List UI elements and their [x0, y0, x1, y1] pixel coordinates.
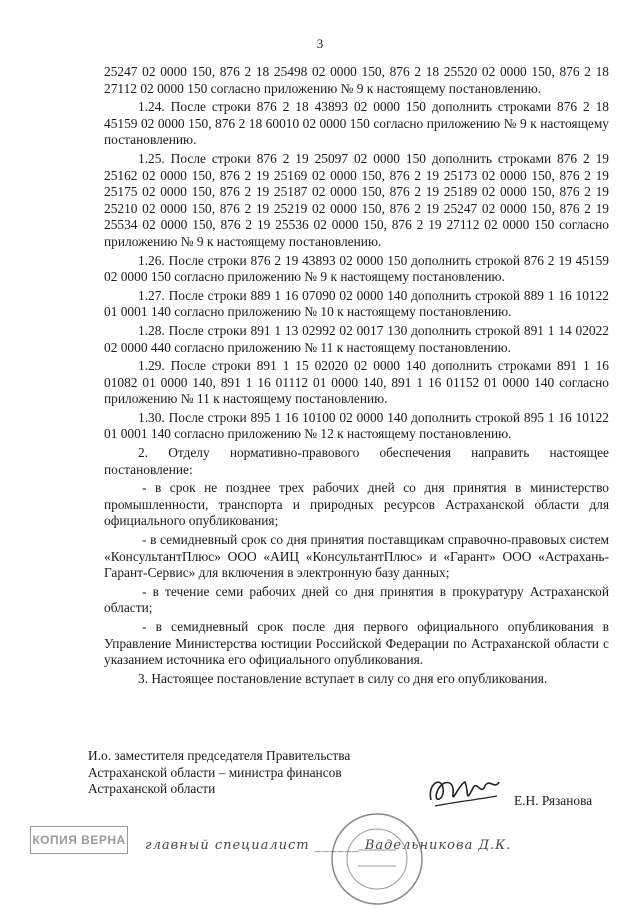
page-number: 3	[316, 36, 324, 51]
signatory-line: И.о. заместителя председателя Правительства	[88, 748, 351, 763]
paragraph-1-27: 1.27. После строки 889 1 16 07090 02 0000 140 дополнить строкой 889 1 16 10122 01 0001 140 согласно приложению № 10 к настоящему постановлению.	[104, 287, 609, 320]
handwritten-signature	[425, 770, 505, 816]
signatory-title	[88, 748, 350, 798]
copy-verified-stamp: КОПИЯ ВЕРНА	[30, 826, 128, 854]
paragraph-1-25: 1.25. После строки 876 2 19 25097 02 0000 150 дополнить строками 876 2 19 25162 02 0000 150, 876 2 19 25169 02 0000 150, 876 2 19 25173 02 0000 150, 876 2 19 25175 02 0000 150, 876 2 19 25187 02 0000 150, 876 2 19 25189 02 0000 150, 876 2 19 25210 02 0000 150, 876 2 19 25219 02 0000 150, 876 2 19 25247 02 0000 150, 876 2 19 25534 02 0000 150, 876 2 19 25536 02 0000 150, 876 2 19 27112 02 0000 150 согласно приложению № 9 к настоящему постановлению.	[104, 150, 609, 249]
signer-name: Е.Н. Рязанова	[514, 793, 593, 808]
bullet-prosecutor: - в течение семи рабочих дней со дня принятия в прокуратуру Астраханской области;	[104, 583, 609, 616]
paragraph-continuation: 25247 02 0000 150, 876 2 18 25498 02 0000 150, 876 2 18 25520 02 0000 150, 876 2 18 27112 02 0000 150 согласно приложению № 9 к настоящему постановлению.	[104, 64, 609, 96]
paragraph-1-29: 1.29. После строки 891 1 15 02020 02 0000 140 дополнить строками 891 1 16 01082 01 0000 140, 891 1 16 01112 01 0000 140, 891 1 16 01152 01 0000 140 согласно приложению № 11 к настоящему постановлению.	[104, 358, 609, 407]
paragraph-2: 2. Отделу нормативно-правового обеспечения направить настоящее постановление:	[104, 445, 609, 477]
paragraph-1-24: 1.24. После строки 876 2 18 43893 02 0000 150 дополнить строками 876 2 18 45159 02 0000 150, 876 2 18 60010 02 0000 150 согласно приложению № 9 к настоящему постановлению.	[104, 99, 609, 148]
bullet-legal-systems: - в семидневный срок со дня принятия поставщикам справочно-правовых систем «КонсультантПлюс» ООО «АИЦ «КонсультантПлюс» и «Гарант» ООО «Астрахань-Гарант-Сервис» для включения в электронную базу данных;	[104, 532, 609, 581]
paragraph-1-28: 1.28. После строки 891 1 13 02992 02 0017 130 дополнить строкой 891 1 14 02022 02 0000 440 согласно приложению № 11 к настоящему постановлению.	[104, 322, 609, 355]
bullet-publication: - в срок не позднее трех рабочих дней со дня принятия в министерство промышленности, транспорта и природных ресурсов Астраханской области для официального опубликования;	[104, 480, 609, 529]
certification-note: главный специалист ______ Вадельникова Д.К.	[145, 838, 512, 853]
paragraph-1-30: 1.30. После строки 895 1 16 10100 02 0000 140 дополнить строкой 895 1 16 10122 01 0001 140 согласно приложению № 12 к настоящему постановлению.	[104, 409, 609, 442]
document-body	[104, 64, 609, 689]
bullet-justice-ministry: - в семидневный срок после дня первого официального опубликования в Управление Министерства юстиции Российской Федерации по Астраханской области с указанием источника его официального опубликования.	[104, 619, 609, 668]
paragraph-3: 3. Настоящее постановление вступает в силу со дня его опубликования.	[138, 670, 548, 686]
paragraph-1-26: 1.26. После строки 876 2 19 43893 02 0000 150 дополнить строкой 876 2 19 45159 02 0000 150 согласно приложению № 9 к настоящему постановлению.	[104, 252, 609, 285]
signatory-line: Астраханской области	[88, 781, 216, 797]
round-seal-stamp	[328, 810, 426, 908]
signatory-line: Астраханской области – министра финансов	[88, 764, 342, 780]
